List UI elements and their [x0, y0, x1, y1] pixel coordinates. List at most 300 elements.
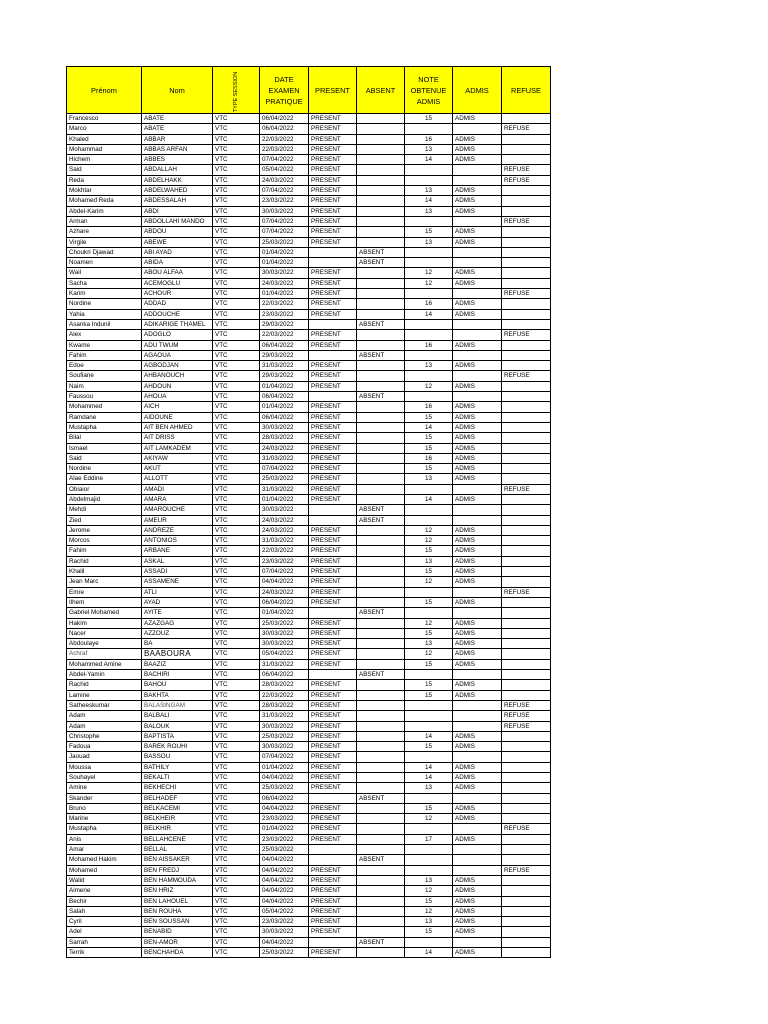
cell-absent[interactable] [357, 597, 405, 607]
cell-note[interactable]: 12 [405, 381, 453, 391]
cell-prenom[interactable]: Noamen [67, 258, 142, 268]
cell-absent[interactable] [357, 896, 405, 906]
cell-type-session[interactable]: VTC [213, 608, 260, 618]
cell-admis[interactable]: ADMIS [453, 114, 502, 124]
cell-prenom[interactable]: Said [67, 165, 142, 175]
cell-present[interactable] [309, 392, 357, 402]
cell-date[interactable]: 30/03/2022 [260, 639, 309, 649]
cell-refuse[interactable] [502, 392, 551, 402]
cell-absent[interactable] [357, 752, 405, 762]
cell-note[interactable]: 16 [405, 134, 453, 144]
cell-present[interactable]: PRESENT [309, 155, 357, 165]
cell-date[interactable]: 25/03/2022 [260, 783, 309, 793]
cell-present[interactable]: PRESENT [309, 309, 357, 319]
cell-type-session[interactable]: VTC [213, 206, 260, 216]
cell-admis[interactable]: ADMIS [453, 206, 502, 216]
cell-absent[interactable] [357, 361, 405, 371]
cell-date[interactable]: 31/03/2022 [260, 711, 309, 721]
cell-prenom[interactable]: Jerome [67, 525, 142, 535]
cell-admis[interactable]: ADMIS [453, 227, 502, 237]
cell-refuse[interactable] [502, 144, 551, 154]
cell-prenom[interactable]: Virgile [67, 237, 142, 247]
cell-prenom[interactable]: Naim [67, 381, 142, 391]
cell-type-session[interactable]: VTC [213, 711, 260, 721]
cell-type-session[interactable]: VTC [213, 834, 260, 844]
header-prenom[interactable]: Prénom [67, 67, 142, 114]
cell-admis[interactable]: ADMIS [453, 422, 502, 432]
cell-absent[interactable] [357, 443, 405, 453]
cell-nom[interactable]: AHOUA [142, 392, 213, 402]
cell-nom[interactable]: AIT LAMKADEM [142, 443, 213, 453]
cell-refuse[interactable] [502, 525, 551, 535]
cell-nom[interactable]: ARBANE [142, 546, 213, 556]
cell-nom[interactable]: ATLI [142, 587, 213, 597]
cell-present[interactable] [309, 505, 357, 515]
cell-present[interactable] [309, 855, 357, 865]
cell-date[interactable]: 07/04/2022 [260, 567, 309, 577]
cell-prenom[interactable]: Jaouad [67, 752, 142, 762]
cell-prenom[interactable]: Mohamed [67, 865, 142, 875]
cell-absent[interactable] [357, 628, 405, 638]
cell-type-session[interactable]: VTC [213, 803, 260, 813]
cell-type-session[interactable]: VTC [213, 443, 260, 453]
cell-nom[interactable]: AHBANOUCH [142, 371, 213, 381]
cell-nom[interactable]: ABDALLAH [142, 165, 213, 175]
cell-admis[interactable]: ADMIS [453, 783, 502, 793]
cell-prenom[interactable]: Mohammed [67, 402, 142, 412]
cell-date[interactable]: 06/04/2022 [260, 597, 309, 607]
cell-refuse[interactable] [502, 618, 551, 628]
cell-admis[interactable]: ADMIS [453, 474, 502, 484]
cell-prenom[interactable]: Nordine [67, 464, 142, 474]
cell-absent[interactable] [357, 371, 405, 381]
cell-absent[interactable] [357, 731, 405, 741]
cell-prenom[interactable]: Arman [67, 216, 142, 226]
cell-present[interactable]: PRESENT [309, 175, 357, 185]
cell-refuse[interactable]: REFUSE [502, 371, 551, 381]
cell-date[interactable]: 04/04/2022 [260, 886, 309, 896]
cell-nom[interactable]: AMADI [142, 484, 213, 494]
cell-prenom[interactable]: Zied [67, 515, 142, 525]
cell-refuse[interactable] [502, 649, 551, 659]
cell-prenom[interactable]: Yahia [67, 309, 142, 319]
cell-note[interactable] [405, 793, 453, 803]
cell-nom[interactable]: ANDREZE [142, 525, 213, 535]
cell-note[interactable] [405, 670, 453, 680]
cell-type-session[interactable]: VTC [213, 124, 260, 134]
cell-admis[interactable]: ADMIS [453, 886, 502, 896]
cell-note[interactable]: 13 [405, 783, 453, 793]
cell-type-session[interactable]: VTC [213, 773, 260, 783]
cell-note[interactable]: 16 [405, 402, 453, 412]
cell-prenom[interactable]: Abdoulaye [67, 639, 142, 649]
cell-type-session[interactable]: VTC [213, 258, 260, 268]
cell-note[interactable]: 15 [405, 443, 453, 453]
cell-absent[interactable] [357, 144, 405, 154]
cell-admis[interactable]: ADMIS [453, 361, 502, 371]
cell-note[interactable]: 15 [405, 896, 453, 906]
cell-nom[interactable]: BELKACEMI [142, 803, 213, 813]
cell-admis[interactable] [453, 216, 502, 226]
cell-present[interactable]: PRESENT [309, 577, 357, 587]
cell-date[interactable]: 23/03/2022 [260, 556, 309, 566]
cell-type-session[interactable]: VTC [213, 515, 260, 525]
cell-type-session[interactable]: VTC [213, 597, 260, 607]
cell-present[interactable]: PRESENT [309, 731, 357, 741]
cell-refuse[interactable] [502, 937, 551, 947]
cell-present[interactable]: PRESENT [309, 330, 357, 340]
cell-type-session[interactable]: VTC [213, 247, 260, 257]
cell-nom[interactable]: BEN ROUHA [142, 906, 213, 916]
cell-absent[interactable]: ABSENT [357, 350, 405, 360]
cell-type-session[interactable]: VTC [213, 299, 260, 309]
cell-absent[interactable] [357, 216, 405, 226]
cell-absent[interactable] [357, 196, 405, 206]
cell-date[interactable]: 06/04/2022 [260, 670, 309, 680]
cell-present[interactable] [309, 258, 357, 268]
cell-date[interactable]: 30/03/2022 [260, 422, 309, 432]
cell-type-session[interactable]: VTC [213, 783, 260, 793]
cell-prenom[interactable]: Hichem [67, 155, 142, 165]
cell-type-session[interactable]: VTC [213, 587, 260, 597]
cell-nom[interactable]: BENCHAHDA [142, 948, 213, 958]
cell-admis[interactable] [453, 937, 502, 947]
cell-note[interactable]: 12 [405, 536, 453, 546]
cell-refuse[interactable] [502, 834, 551, 844]
cell-refuse[interactable] [502, 567, 551, 577]
cell-refuse[interactable] [502, 803, 551, 813]
cell-type-session[interactable]: VTC [213, 453, 260, 463]
cell-admis[interactable]: ADMIS [453, 268, 502, 278]
cell-type-session[interactable]: VTC [213, 865, 260, 875]
cell-prenom[interactable]: Salah [67, 906, 142, 916]
cell-absent[interactable] [357, 124, 405, 134]
cell-date[interactable]: 25/03/2022 [260, 731, 309, 741]
cell-present[interactable]: PRESENT [309, 484, 357, 494]
cell-admis[interactable]: ADMIS [453, 628, 502, 638]
cell-admis[interactable]: ADMIS [453, 834, 502, 844]
cell-prenom[interactable]: Adam [67, 721, 142, 731]
cell-type-session[interactable]: VTC [213, 216, 260, 226]
cell-present[interactable] [309, 319, 357, 329]
cell-admis[interactable]: ADMIS [453, 731, 502, 741]
cell-date[interactable]: 30/03/2022 [260, 927, 309, 937]
cell-refuse[interactable]: REFUSE [502, 865, 551, 875]
cell-present[interactable]: PRESENT [309, 917, 357, 927]
cell-present[interactable]: PRESENT [309, 773, 357, 783]
cell-nom[interactable]: BELKHIR [142, 824, 213, 834]
cell-date[interactable]: 05/04/2022 [260, 649, 309, 659]
cell-admis[interactable] [453, 608, 502, 618]
cell-absent[interactable] [357, 639, 405, 649]
cell-prenom[interactable]: Mohamed Hakim [67, 855, 142, 865]
cell-present[interactable]: PRESENT [309, 299, 357, 309]
cell-nom[interactable]: ANTONIOS [142, 536, 213, 546]
cell-date[interactable]: 24/03/2022 [260, 443, 309, 453]
cell-note[interactable]: 15 [405, 227, 453, 237]
cell-nom[interactable]: BAHOU [142, 680, 213, 690]
cell-absent[interactable] [357, 886, 405, 896]
cell-prenom[interactable]: Satheeskumar [67, 700, 142, 710]
cell-refuse[interactable] [502, 381, 551, 391]
cell-prenom[interactable]: Karim [67, 289, 142, 299]
cell-absent[interactable] [357, 237, 405, 247]
cell-absent[interactable] [357, 773, 405, 783]
cell-note[interactable]: 13 [405, 237, 453, 247]
cell-admis[interactable] [453, 505, 502, 515]
cell-type-session[interactable]: VTC [213, 690, 260, 700]
cell-note[interactable]: 12 [405, 525, 453, 535]
cell-refuse[interactable] [502, 319, 551, 329]
cell-date[interactable]: 31/03/2022 [260, 484, 309, 494]
cell-date[interactable]: 28/03/2022 [260, 680, 309, 690]
cell-type-session[interactable]: VTC [213, 422, 260, 432]
cell-present[interactable]: PRESENT [309, 752, 357, 762]
cell-nom[interactable]: ACHOUR [142, 289, 213, 299]
cell-note[interactable]: 15 [405, 546, 453, 556]
cell-absent[interactable] [357, 556, 405, 566]
cell-refuse[interactable] [502, 453, 551, 463]
cell-prenom[interactable]: Sacha [67, 278, 142, 288]
cell-admis[interactable]: ADMIS [453, 680, 502, 690]
cell-absent[interactable] [357, 134, 405, 144]
cell-absent[interactable] [357, 536, 405, 546]
cell-refuse[interactable] [502, 597, 551, 607]
header-note[interactable]: NOTE OBTENUE ADMIS [405, 67, 453, 114]
cell-note[interactable]: 13 [405, 186, 453, 196]
cell-nom[interactable]: ASSAMENE [142, 577, 213, 587]
cell-present[interactable]: PRESENT [309, 906, 357, 916]
cell-prenom[interactable]: Azhare [67, 227, 142, 237]
cell-type-session[interactable]: VTC [213, 927, 260, 937]
cell-note[interactable]: 15 [405, 927, 453, 937]
cell-refuse[interactable] [502, 556, 551, 566]
cell-refuse[interactable] [502, 309, 551, 319]
cell-date[interactable]: 04/04/2022 [260, 577, 309, 587]
cell-refuse[interactable] [502, 773, 551, 783]
cell-date[interactable]: 07/04/2022 [260, 227, 309, 237]
cell-date[interactable]: 22/03/2022 [260, 299, 309, 309]
header-nom[interactable]: Nom [142, 67, 213, 114]
cell-absent[interactable] [357, 814, 405, 824]
cell-prenom[interactable]: Anis [67, 834, 142, 844]
cell-refuse[interactable] [502, 690, 551, 700]
cell-nom[interactable]: AIT BEN AHMED [142, 422, 213, 432]
cell-note[interactable]: 14 [405, 309, 453, 319]
cell-refuse[interactable]: REFUSE [502, 484, 551, 494]
cell-type-session[interactable]: VTC [213, 340, 260, 350]
cell-prenom[interactable]: Edoe [67, 361, 142, 371]
cell-nom[interactable]: ABIDA [142, 258, 213, 268]
cell-nom[interactable]: BEN-AMOR [142, 937, 213, 947]
cell-refuse[interactable] [502, 505, 551, 515]
cell-prenom[interactable]: Adam [67, 711, 142, 721]
cell-note[interactable]: 14 [405, 196, 453, 206]
cell-type-session[interactable]: VTC [213, 628, 260, 638]
cell-nom[interactable]: BENABID [142, 927, 213, 937]
cell-nom[interactable]: ACEMOGLU [142, 278, 213, 288]
cell-note[interactable]: 12 [405, 278, 453, 288]
cell-refuse[interactable]: REFUSE [502, 216, 551, 226]
cell-present[interactable]: PRESENT [309, 525, 357, 535]
cell-note[interactable]: 14 [405, 948, 453, 958]
cell-type-session[interactable]: VTC [213, 289, 260, 299]
cell-date[interactable]: 07/04/2022 [260, 186, 309, 196]
cell-type-session[interactable]: VTC [213, 814, 260, 824]
cell-nom[interactable]: BELHADEF [142, 793, 213, 803]
cell-nom[interactable]: ABBAS ARFAN [142, 144, 213, 154]
cell-nom[interactable]: BEN SOUSSAN [142, 917, 213, 927]
cell-refuse[interactable] [502, 659, 551, 669]
cell-present[interactable]: PRESENT [309, 165, 357, 175]
cell-date[interactable]: 22/03/2022 [260, 134, 309, 144]
cell-present[interactable]: PRESENT [309, 433, 357, 443]
cell-admis[interactable]: ADMIS [453, 917, 502, 927]
cell-admis[interactable]: ADMIS [453, 464, 502, 474]
cell-present[interactable]: PRESENT [309, 371, 357, 381]
cell-date[interactable]: 28/03/2022 [260, 700, 309, 710]
cell-prenom[interactable]: Fahim [67, 546, 142, 556]
cell-absent[interactable] [357, 587, 405, 597]
cell-note[interactable] [405, 721, 453, 731]
cell-present[interactable]: PRESENT [309, 464, 357, 474]
cell-prenom[interactable]: Choukri Djawad [67, 247, 142, 257]
cell-note[interactable] [405, 855, 453, 865]
cell-admis[interactable]: ADMIS [453, 340, 502, 350]
header-present[interactable]: PRESENT [309, 67, 357, 114]
cell-absent[interactable] [357, 546, 405, 556]
header-type-session[interactable] [213, 67, 260, 114]
cell-note[interactable] [405, 505, 453, 515]
cell-note[interactable]: 12 [405, 268, 453, 278]
cell-admis[interactable]: ADMIS [453, 618, 502, 628]
cell-prenom[interactable]: Rachid [67, 680, 142, 690]
cell-nom[interactable]: AGAOUA [142, 350, 213, 360]
cell-nom[interactable]: ABDI [142, 206, 213, 216]
cell-prenom[interactable]: Ramdane [67, 412, 142, 422]
cell-date[interactable]: 06/04/2022 [260, 392, 309, 402]
cell-nom[interactable]: BELLAL [142, 845, 213, 855]
cell-prenom[interactable]: Marine [67, 814, 142, 824]
cell-nom[interactable]: BEN HAMMOUDA [142, 875, 213, 885]
cell-prenom[interactable]: Abdelmajid [67, 494, 142, 504]
cell-refuse[interactable]: REFUSE [502, 289, 551, 299]
cell-admis[interactable] [453, 484, 502, 494]
cell-nom[interactable]: AHDOUN [142, 381, 213, 391]
cell-type-session[interactable]: VTC [213, 649, 260, 659]
cell-date[interactable]: 23/03/2022 [260, 309, 309, 319]
cell-date[interactable]: 23/03/2022 [260, 196, 309, 206]
cell-nom[interactable]: AKUT [142, 464, 213, 474]
cell-date[interactable]: 25/03/2022 [260, 618, 309, 628]
cell-present[interactable]: PRESENT [309, 546, 357, 556]
cell-absent[interactable] [357, 690, 405, 700]
cell-absent[interactable] [357, 330, 405, 340]
cell-refuse[interactable] [502, 247, 551, 257]
cell-refuse[interactable]: REFUSE [502, 700, 551, 710]
cell-admis[interactable] [453, 587, 502, 597]
cell-note[interactable]: 14 [405, 762, 453, 772]
cell-nom[interactable]: ALLOTT [142, 474, 213, 484]
cell-type-session[interactable]: VTC [213, 906, 260, 916]
cell-type-session[interactable]: VTC [213, 845, 260, 855]
cell-refuse[interactable] [502, 422, 551, 432]
cell-note[interactable]: 15 [405, 803, 453, 813]
cell-type-session[interactable]: VTC [213, 114, 260, 124]
cell-note[interactable] [405, 330, 453, 340]
cell-admis[interactable]: ADMIS [453, 546, 502, 556]
cell-note[interactable] [405, 484, 453, 494]
cell-absent[interactable] [357, 433, 405, 443]
cell-refuse[interactable] [502, 762, 551, 772]
cell-prenom[interactable]: Ismael [67, 443, 142, 453]
cell-type-session[interactable]: VTC [213, 670, 260, 680]
cell-prenom[interactable]: Marco [67, 124, 142, 134]
cell-note[interactable]: 15 [405, 742, 453, 752]
cell-admis[interactable] [453, 711, 502, 721]
cell-present[interactable]: PRESENT [309, 803, 357, 813]
cell-nom[interactable]: AYITE [142, 608, 213, 618]
cell-nom[interactable]: BATHILY [142, 762, 213, 772]
cell-date[interactable]: 25/03/2022 [260, 474, 309, 484]
cell-present[interactable]: PRESENT [309, 742, 357, 752]
cell-present[interactable]: PRESENT [309, 875, 357, 885]
cell-date[interactable]: 04/04/2022 [260, 855, 309, 865]
cell-type-session[interactable]: VTC [213, 268, 260, 278]
cell-present[interactable]: PRESENT [309, 278, 357, 288]
cell-absent[interactable] [357, 927, 405, 937]
cell-date[interactable]: 06/04/2022 [260, 412, 309, 422]
cell-date[interactable]: 31/03/2022 [260, 361, 309, 371]
cell-date[interactable]: 06/04/2022 [260, 114, 309, 124]
cell-refuse[interactable] [502, 845, 551, 855]
cell-note[interactable]: 13 [405, 556, 453, 566]
cell-absent[interactable] [357, 659, 405, 669]
cell-present[interactable]: PRESENT [309, 422, 357, 432]
cell-absent[interactable] [357, 381, 405, 391]
cell-admis[interactable] [453, 824, 502, 834]
cell-type-session[interactable]: VTC [213, 165, 260, 175]
cell-nom[interactable]: ABDOLLAHI MANDO [142, 216, 213, 226]
cell-refuse[interactable] [502, 886, 551, 896]
cell-absent[interactable] [357, 865, 405, 875]
cell-present[interactable]: PRESENT [309, 711, 357, 721]
cell-refuse[interactable] [502, 783, 551, 793]
cell-admis[interactable]: ADMIS [453, 278, 502, 288]
cell-prenom[interactable]: Asanka Indunil [67, 319, 142, 329]
cell-date[interactable]: 24/03/2022 [260, 175, 309, 185]
cell-admis[interactable]: ADMIS [453, 525, 502, 535]
cell-type-session[interactable]: VTC [213, 721, 260, 731]
cell-note[interactable]: 12 [405, 577, 453, 587]
cell-absent[interactable]: ABSENT [357, 392, 405, 402]
cell-nom[interactable]: BAPTISTA [142, 731, 213, 741]
cell-refuse[interactable]: REFUSE [502, 175, 551, 185]
cell-type-session[interactable]: VTC [213, 937, 260, 947]
cell-refuse[interactable] [502, 906, 551, 916]
cell-refuse[interactable] [502, 299, 551, 309]
cell-date[interactable]: 06/04/2022 [260, 340, 309, 350]
cell-refuse[interactable] [502, 196, 551, 206]
cell-refuse[interactable] [502, 114, 551, 124]
cell-prenom[interactable]: Souhayel [67, 773, 142, 783]
cell-present[interactable]: PRESENT [309, 721, 357, 731]
cell-nom[interactable]: ABEWE [142, 237, 213, 247]
cell-date[interactable]: 04/04/2022 [260, 937, 309, 947]
cell-date[interactable]: 06/04/2022 [260, 793, 309, 803]
cell-note[interactable]: 13 [405, 361, 453, 371]
cell-prenom[interactable]: Sarrah [67, 937, 142, 947]
